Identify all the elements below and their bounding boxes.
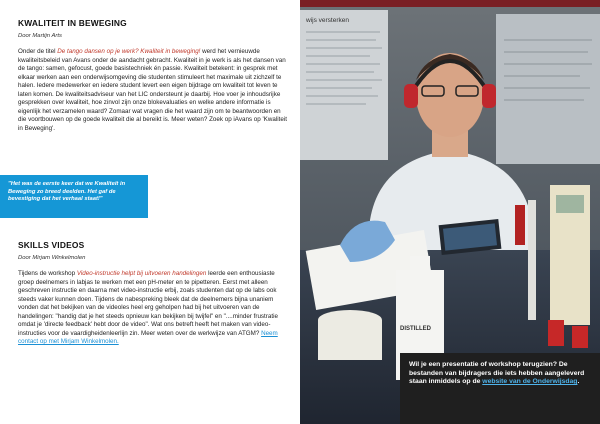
article-body-kwaliteit [18,48,290,133]
onderwijsdag-website-link[interactable]: website van de Onderwijsdag [482,378,578,386]
body-rest: leerde een enthousiaste groep deelnemers in labjas te werken met een pH-meter en te pipetteren. Eerst met alleen geschreven instructie en daarna met video-instructie erbij, zoals studenten dat op de labs ook steeds vaker kunnen doen. Tijdens de nabespreking bleek dat de deelnemers bijna unaniem vonden dat het bekijken van de videoles heel erg geholpen had bij het uitvoeren van de handelingen: "handig dat je het steeds opnieuw kan bekijken bij twijfel" en "....minder frustratie omdat je 'directe feedback' hebt door de video". Wat ons betreft heeft het maken van video-instructies voor de vaardigheidenleerlijn zin. Meer weten over de werkwijze van ATGM? [18,270,278,337]
ph-electrode [515,205,525,245]
lab-photo [300,0,600,424]
article-byline-skills: Door Mirjam Winkelmolen [18,255,86,261]
caption-end: . [577,378,580,386]
poster-title: wijs versterken [306,17,349,24]
workshop-title: Video-instructie helpt bij uitvoeren handelingen [76,270,207,277]
red-top-stripe [300,0,600,7]
contact-link[interactable]: Neem contact op met Mirjam Winkelmolen. [18,329,278,346]
article-body-skills [18,270,290,347]
bottle-label: DISTILLED [400,326,431,332]
pull-quote: "Het was de eerste keer dat we Kwaliteit in Beweging zo breed deelden. Het gaf de bevestiging dat het verhaal staat!" [0,175,148,218]
body-intro: Tijdens de workshop [18,270,77,277]
event-title-tango: De tango dansen op je werk? Kwaliteit in beweging! [57,48,201,55]
red-cap-bottle [548,320,564,346]
photo-caption [400,353,600,424]
ph-meter-stand [528,200,536,320]
article-heading-kwaliteit: KWALITEIT IN BEWEGING [18,18,127,28]
article-byline-kwaliteit: Door Martijn Arts [18,33,62,39]
body-intro: Onder de titel [18,48,58,55]
wall-poster-right [496,14,600,164]
caption-text: Wil je een presentatie of workshop terugzien? De bestanden van bijdragers die iets hebben aangeleverd staan inmiddels op de [409,361,585,386]
body-rest: werd het vernieuwde kwaliteitsbeleid van Avans onder de aandacht gebracht. Kwaliteit in je werk is als het dansen van de tango: samen, gefocust, goede basistechniek én passie. Kwaliteit betekent: in gesprek met elkaar werken aan een onderwijsomgeving die studenten stimuleert het maximale uit zichzelf te halen. Iedere medewerker en iedere student levert een eigen bijdrage om kwaliteit tot leven te laten komen. De kwaliteitsadviseur van het LIC ondersteunt je daarbij. Hoe voer je inhoudsrijke gesprekken over kwaliteit, hoe zinvol zijn onze blokevaluaties en welke andere informatie is eigenlijk het verzamelen waard? Zomaar wat vragen die het waard zijn om te beantwoorden en die voortbouwen op de goede kwaliteit die al bereikt is. Meer weten? Zoek op iAvans op 'Kwaliteit in Beweging'. [18,48,287,132]
article-heading-skills: SKILLS VIDEOS [18,240,85,250]
